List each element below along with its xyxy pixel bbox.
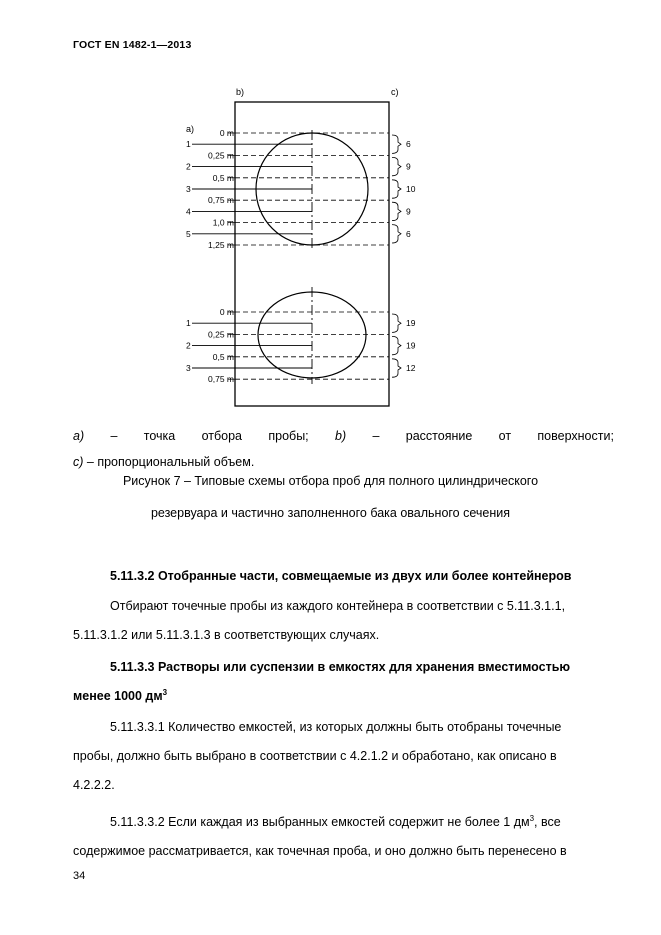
- text-line: содержимое рассматривается, как точечная проба, и оно должно быть перенесено в: [73, 844, 567, 858]
- section-heading-5-11-3-3: [73, 653, 614, 711]
- depth-label: 1,25 m: [208, 240, 234, 250]
- proportion-brace: [392, 225, 401, 243]
- figure-title-line1: Рисунок 7 – Типовые схемы отбора проб для полного цилиндрического: [122, 474, 539, 488]
- legend-word: точка: [143, 429, 176, 443]
- depth-label: 1,0 m: [212, 217, 234, 228]
- depth-label: 0,5 m: [212, 172, 234, 183]
- paragraph-5-11-3-3-2: [73, 808, 614, 866]
- proportion-label: 19: [406, 340, 416, 351]
- page-number: 34: [73, 870, 86, 882]
- sample-point-label: 5: [186, 228, 191, 239]
- proportion-brace: [392, 135, 401, 153]
- sample-point-label: 2: [186, 161, 191, 172]
- bottom-proportions: [392, 314, 416, 377]
- legend-word: расстояние: [405, 429, 473, 443]
- depth-label: 0,75 m: [208, 374, 234, 385]
- sample-point-label: 2: [186, 340, 191, 351]
- legend-word: –: [110, 429, 118, 443]
- text-line: 4.2.2.2.: [73, 778, 115, 792]
- col-c-label: c): [391, 87, 399, 97]
- bottom-sample-points: [186, 318, 312, 373]
- paragraph-5-11-3-2: [73, 592, 614, 650]
- legend-word: отбора: [201, 429, 243, 443]
- depth-label: 0 m: [219, 307, 234, 317]
- sampling-diagram: [170, 82, 420, 412]
- proportion-label: 6: [406, 228, 411, 239]
- sample-point-label: 4: [186, 206, 191, 217]
- depth-label: 0,75 m: [208, 195, 234, 206]
- text-line: Отбирают точечные пробы из каждого контейнера в соответствии с 5.11.3.1.1,: [110, 599, 566, 613]
- proportion-label: 6: [406, 139, 411, 150]
- text-line: 5.11.3.3.1 Количество емкостей, из которых должны быть отобраны точечные: [110, 720, 562, 734]
- proportion-label: 10: [406, 184, 416, 194]
- marker-a-label: a): [186, 124, 195, 134]
- proportion-brace: [392, 314, 401, 332]
- top-sample-points: [186, 139, 312, 239]
- proportion-label: 19: [406, 318, 416, 329]
- text-line: пробы, должно быть выбрано в соответствии с 4.2.1.2 и обработано, как описано в: [73, 749, 557, 763]
- figure-title-line2: резервуара и частично заполненного бака овального сечения: [150, 506, 511, 520]
- paragraph-5-11-3-3-1: [73, 713, 614, 800]
- proportion-label: 9: [406, 206, 411, 217]
- proportion-brace: [392, 202, 401, 220]
- heading-line: 5.11.3.3 Растворы или суспензии в емкостях для хранения вместимостью: [110, 660, 571, 674]
- figure-legend: [73, 423, 614, 475]
- sample-point-label: 1: [186, 318, 191, 329]
- legend-c-key: c): [73, 455, 84, 469]
- proportion-brace: [392, 359, 401, 377]
- proportion-label: 9: [406, 161, 411, 172]
- document-header: ГОСТ EN 1482-1—2013: [73, 39, 192, 51]
- top-proportions: [392, 135, 416, 243]
- text-line: , все: [534, 815, 561, 829]
- legend-word: b): [335, 429, 347, 443]
- legend-word: –: [372, 429, 380, 443]
- legend-word: пробы;: [268, 429, 309, 443]
- section-heading-5-11-3-2: 5.11.3.2 Отобранные части, совмещаемые из двух или более контейнеров: [110, 569, 572, 583]
- sample-point-label: 3: [186, 363, 191, 373]
- proportion-brace: [392, 336, 401, 354]
- heading-line: менее 1000 дм: [73, 689, 163, 703]
- proportion-brace: [392, 157, 401, 175]
- depth-label: 0,25 m: [208, 329, 234, 340]
- legend-word: от: [498, 429, 512, 443]
- text-line: 5.11.3.3.2 Если каждая из выбранных емкостей содержит не более 1 дм: [110, 815, 530, 829]
- proportion-label: 12: [406, 363, 416, 373]
- legend-word: а): [73, 429, 85, 443]
- text-line: 5.11.3.1.2 или 5.11.3.1.3 в соответствующих случаях.: [73, 628, 380, 642]
- depth-label: 0,25 m: [208, 150, 234, 161]
- legend-c-text: – пропорциональный объем.: [83, 455, 255, 469]
- proportion-brace: [392, 180, 401, 198]
- legend-word: поверхности;: [537, 429, 614, 443]
- sample-point-label: 3: [186, 184, 191, 194]
- depth-label: 0 m: [219, 128, 234, 138]
- col-b-label: b): [236, 87, 245, 97]
- superscript: 3: [162, 687, 168, 697]
- depth-label: 0,5 m: [212, 351, 234, 362]
- sample-point-label: 1: [186, 139, 191, 150]
- superscript: 3: [529, 813, 535, 823]
